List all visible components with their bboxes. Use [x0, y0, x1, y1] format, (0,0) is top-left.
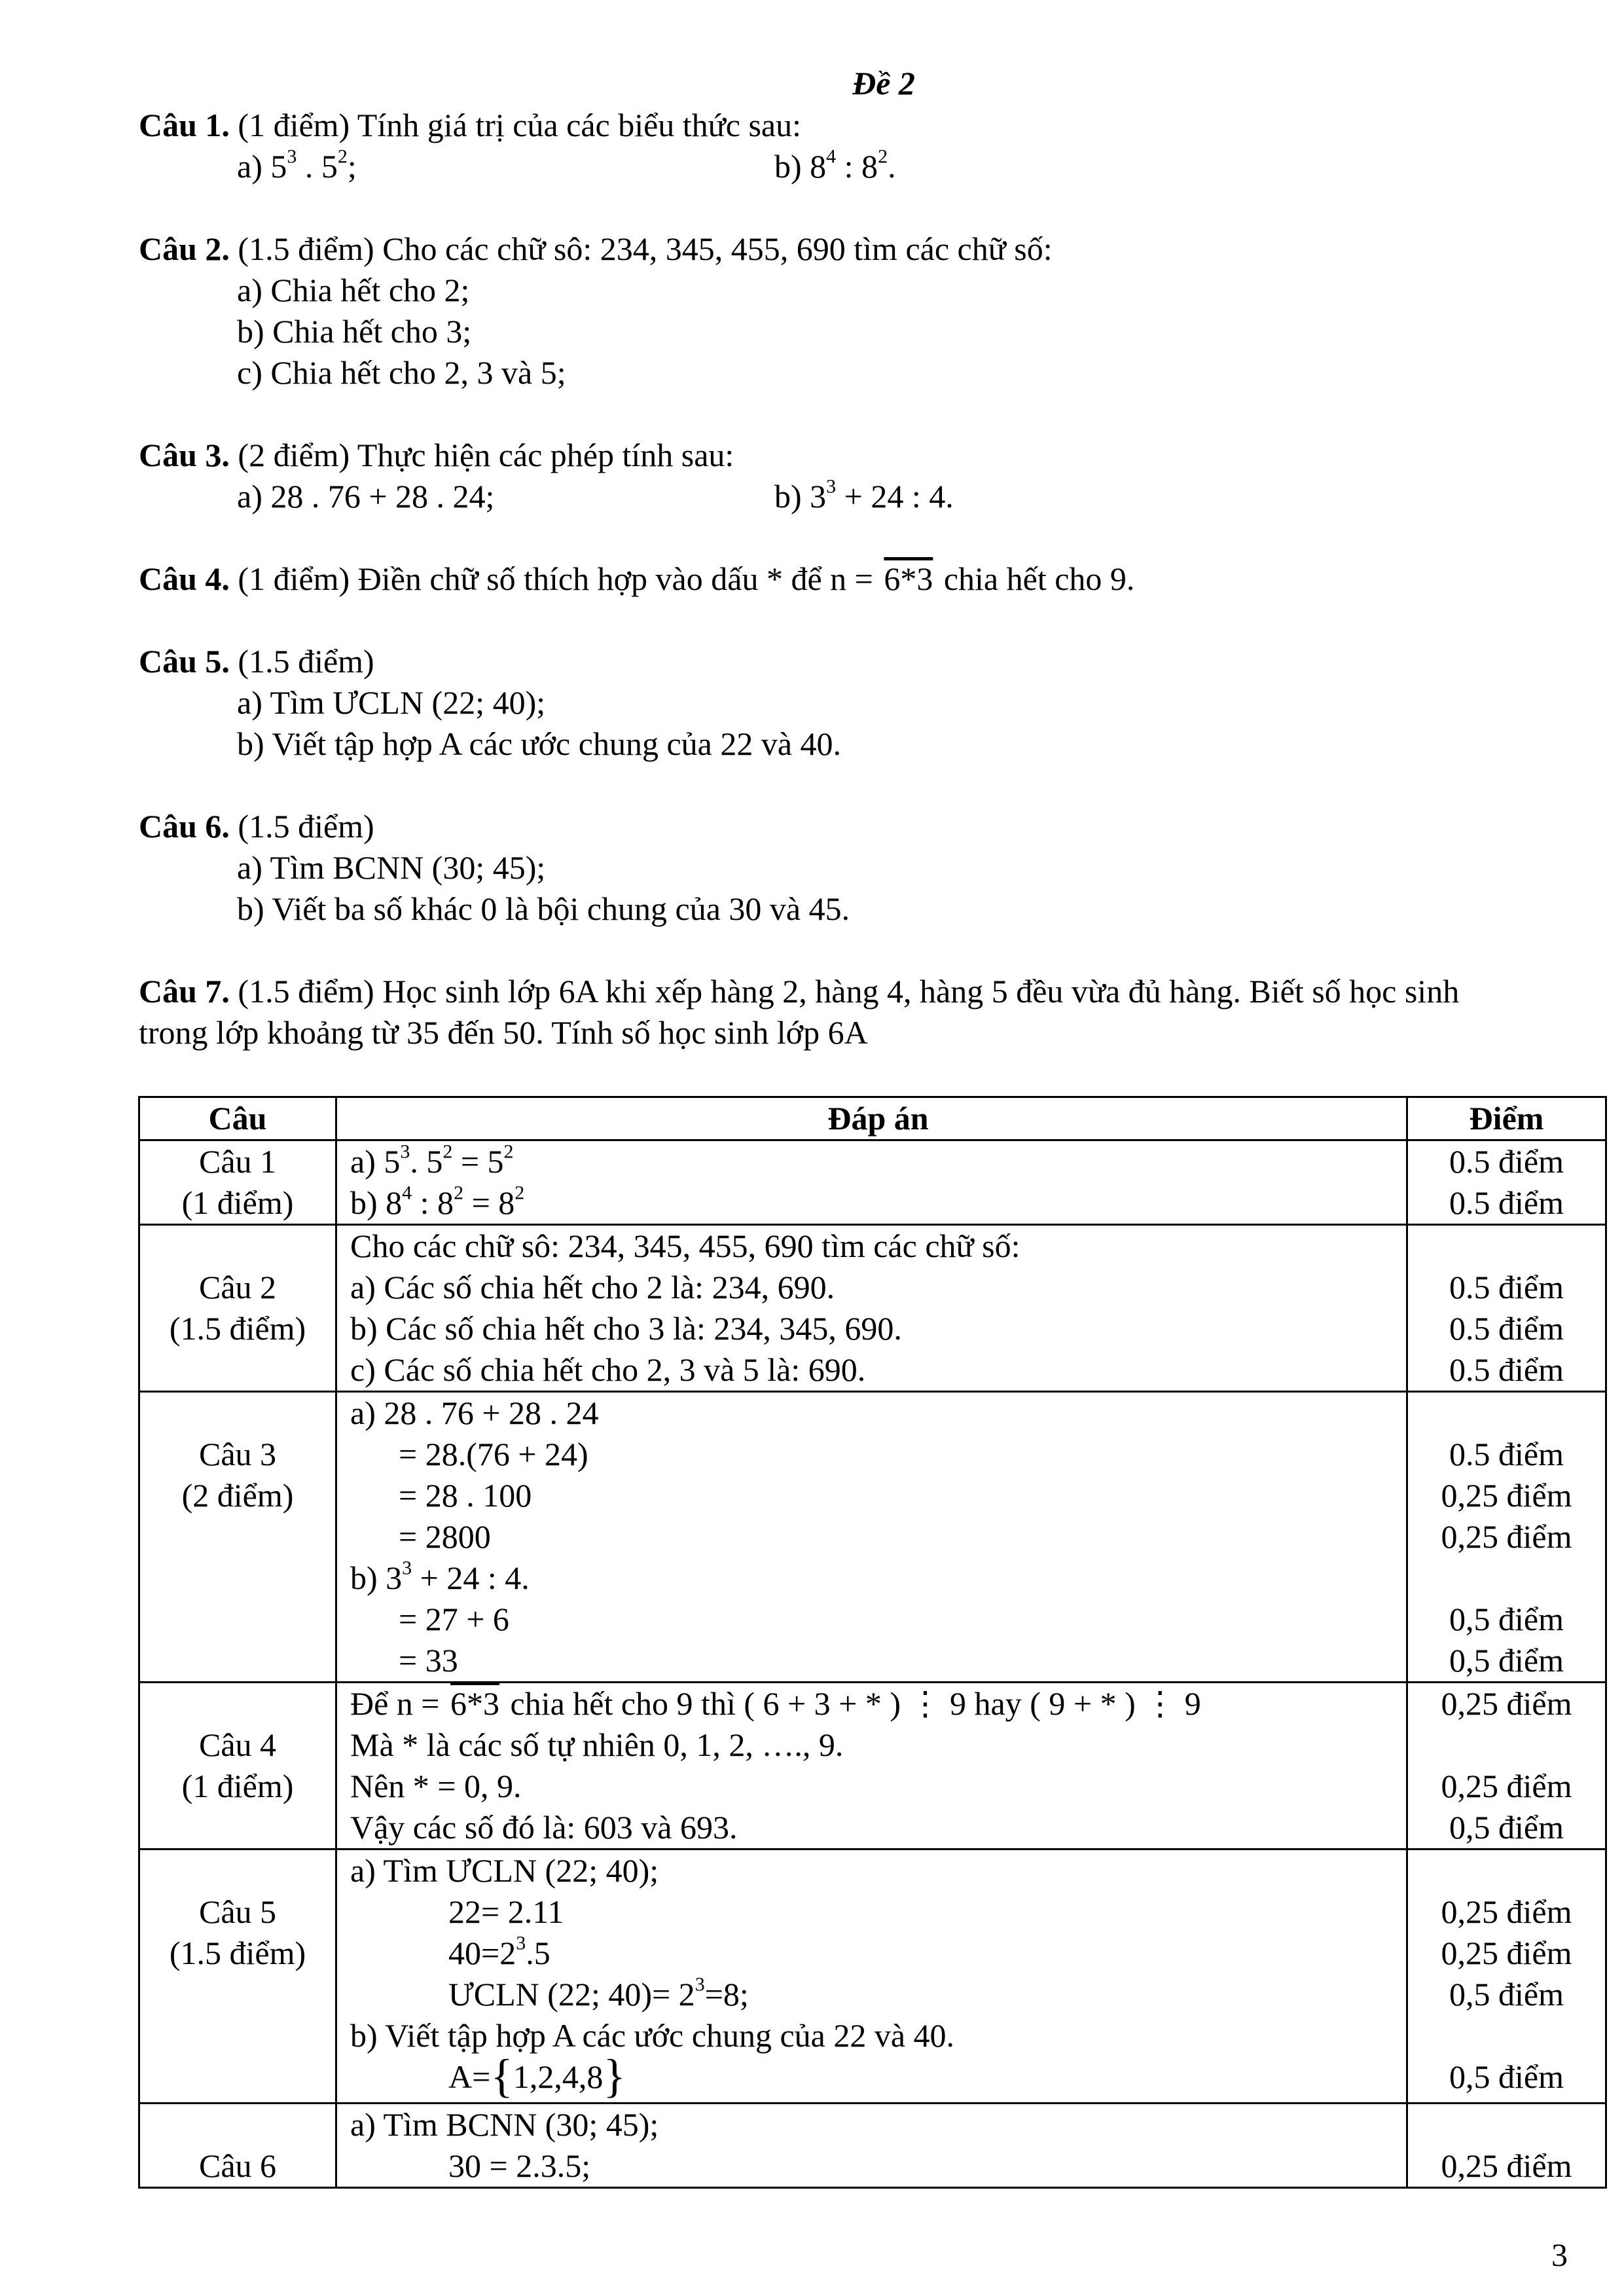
- question-6: [139, 806, 1526, 930]
- question-5: [139, 641, 1526, 765]
- question-text: (1.5 điểm) Cho các chữ sô: 234, 345, 455, 690 tìm các chữ số:: [229, 230, 1053, 267]
- table-header-row: [139, 1097, 1606, 1140]
- part-a: a) Chia hết cho 2;: [237, 272, 470, 308]
- question-4: Câu 4. (1 điểm) Điền chữ số thích hợp vào dấu * để n = 6*3 chia hết cho 9.: [139, 560, 1135, 597]
- page-number: 3: [1551, 2236, 1568, 2273]
- question-7: [139, 971, 1526, 1053]
- part-c: c) Chia hết cho 2, 3 và 5;: [237, 354, 566, 391]
- part-a: a) Tìm ƯCLN (22; 40);: [237, 684, 546, 721]
- question-parts: [139, 476, 1526, 517]
- table-row: [139, 2104, 1606, 2188]
- question-label: Câu 5.: [139, 643, 230, 680]
- score-cell: 0.5 điểm 0.5 điểm 0.5 điểm: [1407, 1225, 1606, 1392]
- part-b: b) $3^3 + 24$ : 4.: [774, 475, 954, 515]
- score-cell: 0,25 điểm 0,25 điểm 0,5 điểm: [1407, 1683, 1606, 1850]
- question-label: Câu 7.: [139, 973, 230, 1010]
- question-text: (1.5 điểm) Học sinh lớp 6A khi xếp hàng 2, hàng 4, hàng 5 đều vừa đủ hàng. Biết số học sinh trong lớp khoảng từ 35 đến 50. Tính số học sinh lớp 6A: [139, 973, 1460, 1051]
- answer-cell: Cho các chữ sô: 234, 345, 455, 690 tìm các chữ số: a) Các số chia hết cho 2 là: 234, 690. b) Các số chia hết cho 3 là: 234, 345, 690. c) Các số chia hết cho 2, 3 và 5 là: 690.: [336, 1225, 1407, 1392]
- answer-table: [138, 1096, 1607, 2189]
- question-cell: Câu 4 (1 điểm): [139, 1683, 336, 1850]
- part-b: b) $8^4$ : $8^2$.: [774, 145, 896, 185]
- answer-cell: a) $5^3$. $5^2 = 5^2$ b) $8^4$ : $8^2 = 8^2$: [336, 1140, 1407, 1225]
- question-cell: Câu 3 (2 điểm): [139, 1392, 336, 1683]
- question-1: [139, 105, 1526, 187]
- part-b: b) Viết ba số khác 0 là bội chung của 30 và 45.: [237, 890, 850, 927]
- question-list: [139, 105, 1526, 1095]
- question-text: (1 điểm) Điền chữ số thích hợp vào dấu * để n =: [229, 560, 882, 597]
- question-cell: Câu 1 (1 điểm): [139, 1140, 336, 1225]
- question-parts: [139, 146, 1526, 187]
- question-2: [139, 228, 1526, 393]
- question-label: Câu 4.: [139, 560, 230, 597]
- column-header: Câu: [139, 1097, 336, 1140]
- score-cell: 0.5 điểm 0,25 điểm 0,25 điểm 0,5 điểm 0,5 điểm: [1407, 1392, 1606, 1683]
- answer-cell: Để n = 6*3 chia hết cho 9 thì ( 6 + 3 + * ) ⋮ 9 hay ( 9 + * ) ⋮ 9 Mà * là các số tự nhiên 0, 1, 2, …., 9. Nên * = 0, 9. Vậy các số đó là: 603 và 693.: [336, 1683, 1407, 1850]
- answer-cell: a) Tìm ƯCLN (22; 40); 22= 2.11 $40=2^3.5$ ƯCLN (22; $40)= 2^3=8$; b) Viết tập hợp A các ước chung của 22 và 40. A={1,2,4,8}: [336, 1850, 1407, 2104]
- table-row: [139, 1140, 1606, 1225]
- question-text: (2 điểm) Thực hiện các phép tính sau:: [229, 437, 734, 473]
- score-cell: 0,25 điểm 0,25 điểm 0,5 điểm 0,5 điểm: [1407, 1850, 1606, 2104]
- question-3: [139, 435, 1526, 517]
- answer-cell: a) Tìm BCNN (30; 45); 30 = 2.3.5;: [336, 2104, 1407, 2188]
- table-row: [139, 1683, 1606, 1850]
- question-cell: Câu 5 (1.5 điểm): [139, 1850, 336, 2104]
- table-row: [139, 1850, 1606, 2104]
- question-label: Câu 2.: [139, 230, 230, 267]
- question-text: (1 điểm) Tính giá trị của các biểu thức sau:: [229, 107, 802, 143]
- page-title: Đề 2: [852, 65, 915, 101]
- question-text: (1.5 điểm): [229, 643, 374, 680]
- question-label: Câu 6.: [139, 808, 230, 845]
- score-cell: 0,25 điểm: [1407, 2104, 1606, 2188]
- answer-cell: a) 28 . 76 + 28 . 24 = 28.(76 + 24) = 28 . 100 = 2800 b) $3^3 + 24$ : 4. = 27 + 6 = 33: [336, 1392, 1407, 1683]
- part-b: b) Chia hết cho 3;: [237, 313, 472, 350]
- question-cell: Câu 6: [139, 2104, 336, 2188]
- part-b: b) Viết tập hợp A các ước chung của 22 và 40.: [237, 725, 842, 762]
- question-label: Câu 1.: [139, 107, 230, 143]
- column-header: Điểm: [1407, 1097, 1606, 1140]
- column-header: Đáp án: [336, 1097, 1407, 1140]
- part-a: a) Tìm BCNN (30; 45);: [237, 849, 546, 886]
- overlined-number: 6*3: [884, 560, 933, 597]
- table-row: [139, 1392, 1606, 1683]
- question-label: Câu 3.: [139, 437, 230, 473]
- part-a: a) 28 . 76 + 28 . 24;: [237, 478, 495, 515]
- score-cell: 0.5 điểm 0.5 điểm: [1407, 1140, 1606, 1225]
- question-text: (1.5 điểm): [229, 808, 374, 845]
- question-cell: Câu 2 (1.5 điểm): [139, 1225, 336, 1392]
- table-row: [139, 1225, 1606, 1392]
- part-a: a) $5^3$ . $5^2$;: [237, 145, 357, 185]
- overlined-number: 6*3: [450, 1685, 499, 1722]
